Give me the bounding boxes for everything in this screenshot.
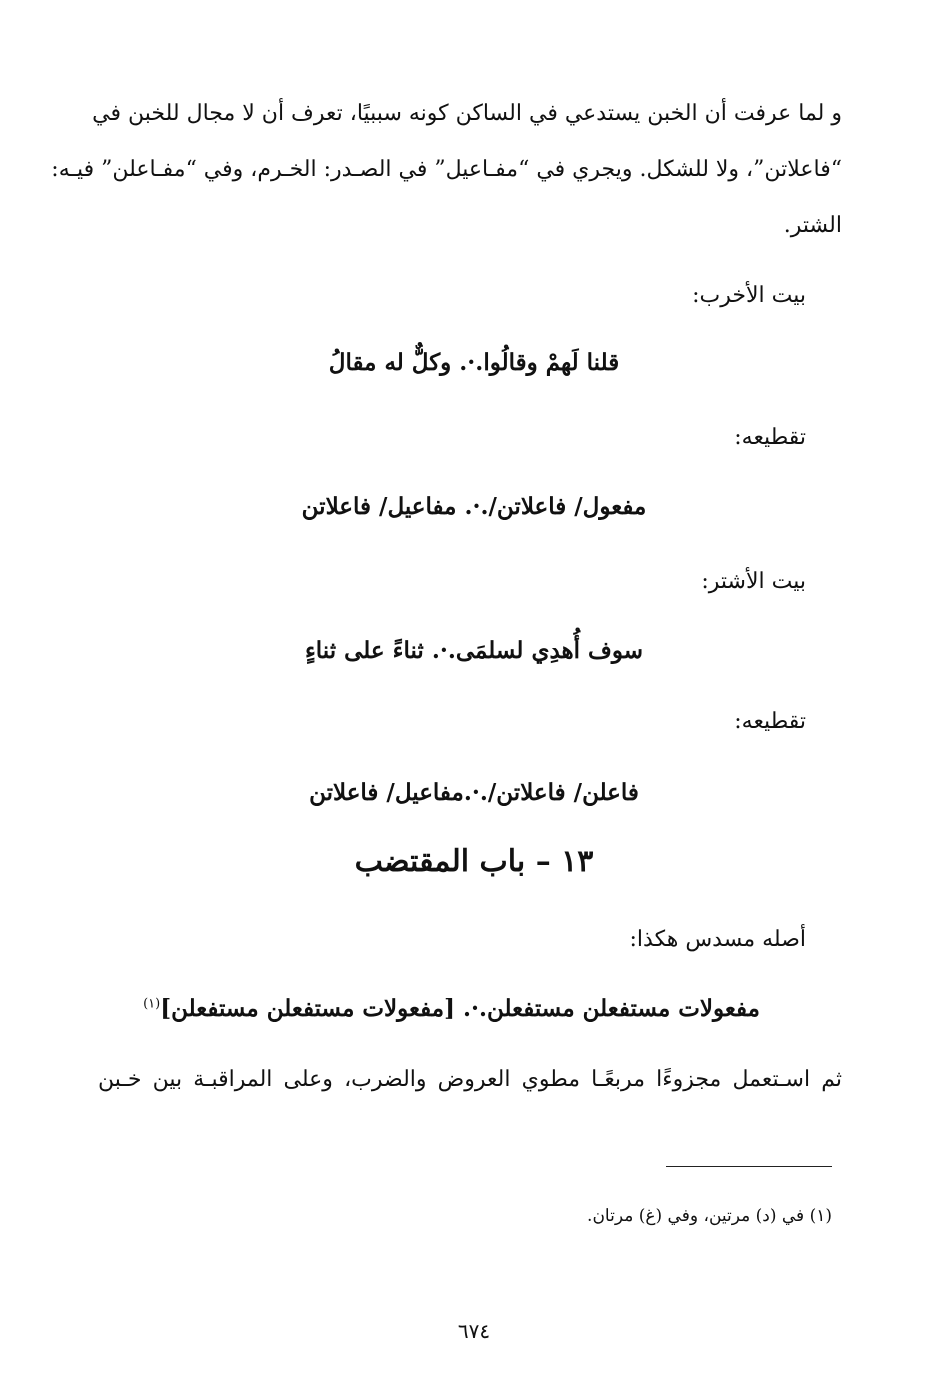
verse-ashtar: سوف أُهدِي لسلمَى.·. ثناءً على ثناءٍ	[304, 637, 644, 664]
label-ashtar: بيت الأشتر:	[701, 569, 806, 594]
label-asl: أصله مسدس هكذا:	[629, 927, 806, 952]
paragraph-2-line-1: ثم اسـتعمل مجزوءًا مربعًـا مطوي العروض والضرب، وعلى المراقبـة بين خـبن	[98, 1067, 842, 1092]
paragraph-line-3: الشتر.	[783, 213, 842, 238]
chapter-heading: ١٣ – باب المقتضب	[354, 844, 594, 879]
footnote-reference: (١)	[143, 996, 161, 1012]
paragraph-line-1: و لما عرفت أن الخبن يستدعي في الساكن كونه سببيًا، تعرف أن لا مجال للخبن في	[92, 101, 842, 126]
scansion-2: فاعلن/ فاعلاتن/.·.مفاعيل/ فاعلاتن	[309, 779, 639, 806]
verse-asl	[143, 992, 760, 1026]
footnote-divider	[666, 1166, 832, 1167]
footnote: (١) في (د) مرتين، وفي (غ) مرتان.	[587, 1206, 832, 1226]
label-taqti-1: تقطيعه:	[734, 425, 806, 450]
verse-asl-text: مفعولات مستفعلن مستفعلن.·. [مفعولات مستفعلن مستفعلن]	[160, 995, 760, 1022]
label-taqti-2: تقطيعه:	[734, 709, 806, 734]
label-akhrab: بيت الأخرب:	[692, 283, 806, 308]
scansion-1: مفعول/ فاعلاتن/.·. مفاعيل/ فاعلاتن	[301, 493, 647, 520]
page-number: ٦٧٤	[457, 1319, 491, 1343]
verse-akhrab: قلنا لَهمْ وقالُوا.·. وكلٌّ له مقالُ	[328, 349, 620, 376]
paragraph-line-2: “فاعلاتن”، ولا للشكل. ويجري في “مفـاعيل” في الصـدر: الخـرم، وفي “مفـاعلن” فيـه:	[51, 157, 842, 182]
